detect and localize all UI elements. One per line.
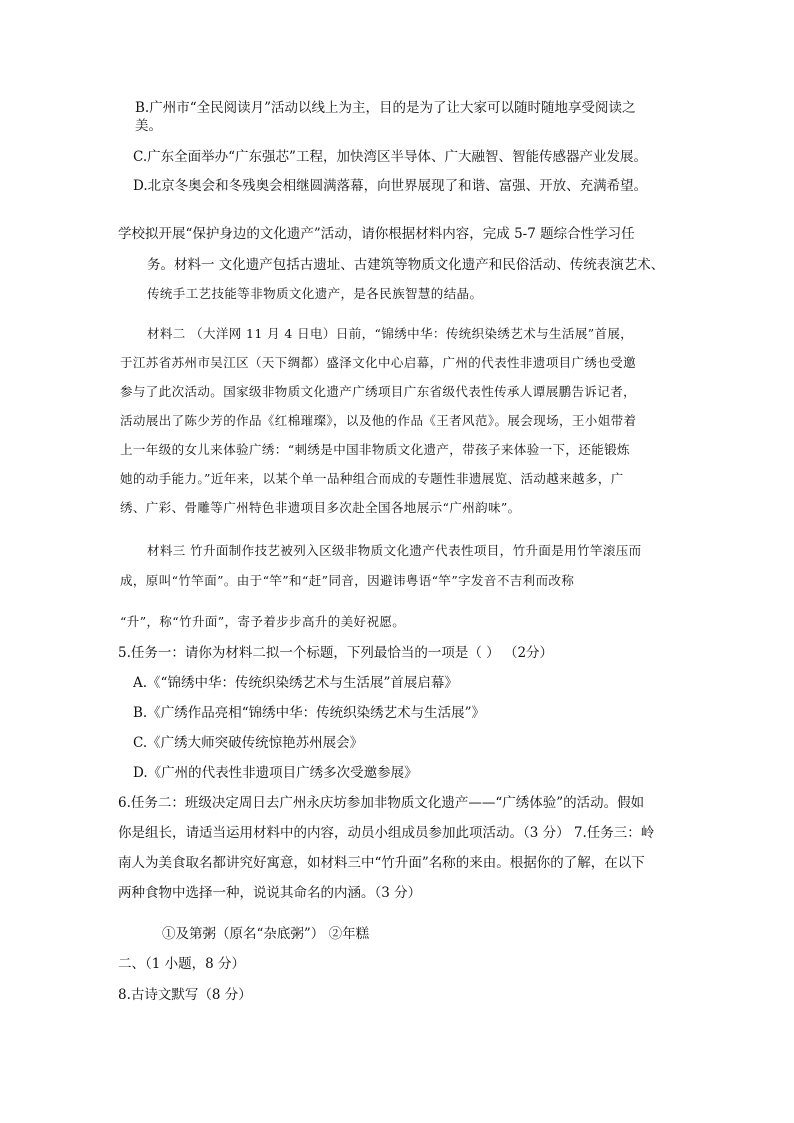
- option-b-text: B.广州市“全民阅读月”活动以线上为主，目的是为了让大家可以随时随地享受阅读之: [135, 100, 636, 116]
- question-8: 8.古诗文默写（8 分）: [118, 987, 252, 1003]
- material2-line: 绣、广彩、骨雕等广州特色非遗项目多次赴全国各地展示“广州韵味”。: [120, 500, 521, 515]
- question-5-option-b: B.《广绣作品亮相“锦绣中华：传统织染绣艺术与生活展”》: [133, 705, 486, 721]
- question-7-choices: ①及第粥（原名“杂底粥”） ②年糕: [162, 926, 370, 942]
- intro-material1-text: 务。材料一 文化遗产包括古遗址、古建筑等物质文化遗产和民俗活动、传统表演艺术、: [147, 257, 665, 273]
- section-2-heading: 二、（1 小题，8 分）: [118, 956, 246, 972]
- question-7-line: 两种食物中选择一种，说说其命名的内涵。（3 分）: [118, 885, 422, 901]
- material3-line: 成，原叫“竹竿面”。由于“竿”和“赶”同音，因避讳粤语“竿”字发音不吉利而改称: [120, 573, 575, 588]
- material2-line: 上一年级的女儿来体验广绣：“刺绣是中国非物质文化遗产，带孩子来体验一下，还能锻炼: [120, 442, 630, 457]
- question-5-option-a: A.《“锦绣中华：传统织染绣艺术与生活展”首展启幕》: [133, 675, 458, 691]
- option-d-text: D.北京冬奥会和冬残奥会相继圆满落幕，向世界展现了和谐、富强、开放、充满希望。: [133, 178, 648, 194]
- material2-line: 参与了此次活动。国家级非物质文化遗产广绣项目广东省级代表性传承人谭展鹏告诉记者，: [120, 384, 637, 399]
- material1-text: 传统手工艺技能等非物质文化遗产，是各民族智慧的结晶。: [147, 286, 483, 301]
- question-5-option-d: D.《广州的代表性非遗项目广绣多次受邀参展》: [133, 765, 418, 781]
- material2-line: 于江苏省苏州市吴江区（天下绸都）盛泽文化中心启幕，广州的代表性非遗项目广绣也受邀: [120, 355, 637, 370]
- material2-line: 材料二 （大洋网 11 月 4 日电）日前，“锦绣中华：传统织染绣艺术与生活展”首展，: [147, 326, 634, 341]
- question-6-line: 6.任务二：班级决定周日去广州永庆坊参加非物质文化遗产——“广绣体验”的活动。假如: [118, 795, 645, 811]
- question-6-line: 你是组长，请适当运用材料中的内容，动员小组成员参加此项活动。（3 分） 7.任务三：岭: [118, 825, 655, 841]
- material3-line: “升”，称“竹升面”，寄予着步步高升的美好祝愿。: [120, 614, 406, 629]
- material3-line: 材料三 竹升面制作技艺被列入区级非物质文化遗产代表性项目，竹升面是用竹竿滚压而: [147, 543, 642, 558]
- intro-text: 学校拟开展“保护身边的文化遗产”活动，请你根据材料内容，完成 5-7 题综合性学习任: [118, 226, 635, 242]
- question-5: 5.任务一：请你为材料二拟一个标题，下列最恰当的一项是（ ） （2分）: [118, 645, 554, 661]
- material2-line: 她的动手能力。”近年来，以某个单一品种组合而成的专题性非遗展览、活动越来越多，广: [120, 471, 624, 486]
- question-7-line: 南人为美食取名都讲究好寓意，如材料三中“竹升面”名称的来由。根据你的了解，在以下: [118, 855, 645, 871]
- question-5-option-c: C.《广绣大师突破传统惊艳苏州展会》: [133, 735, 364, 751]
- material2-line: 活动展出了陈少芳的作品《红棉璀璨》，以及他的作品《王者风范》。展会现场，王小姐带着: [120, 413, 637, 428]
- option-c-text: C.广东全面举办“广东强芯”工程，加快湾区半导体、广大融智、智能传感器产业发展。: [133, 149, 647, 165]
- option-b-continuation: 美。: [135, 118, 162, 134]
